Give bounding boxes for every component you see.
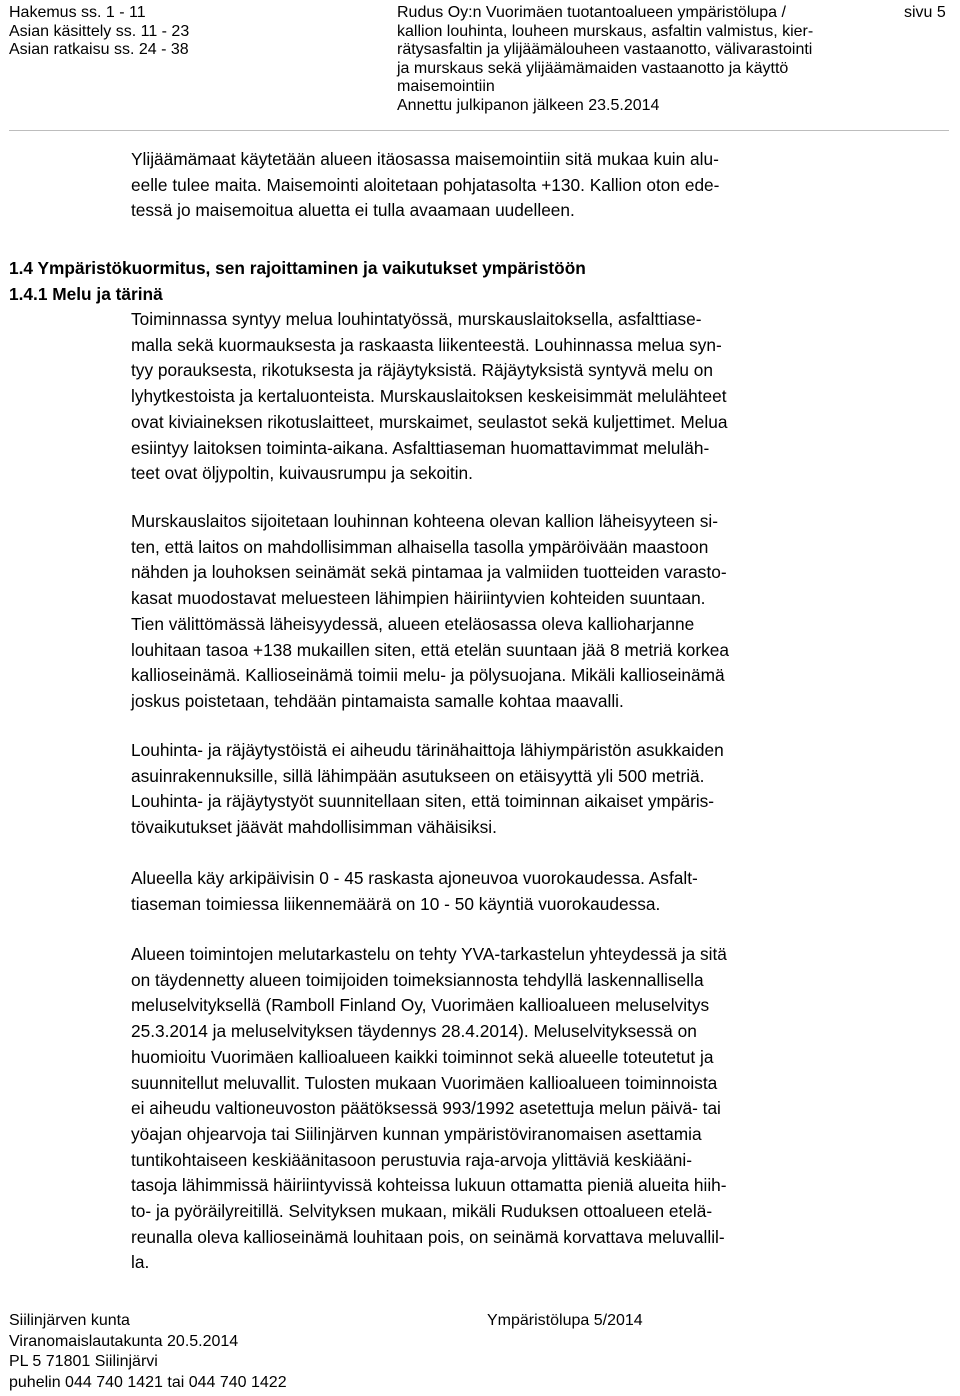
text-line: malla sekä kuormauksesta ja raskaasta liikenteestä. Louhinnassa melua syn- (131, 334, 722, 355)
text-line: teet ovat öljypoltin, kuivausrumpu ja sekoitin. (131, 463, 473, 484)
intro-paragraph (131, 147, 719, 224)
text-line: eelle tulee maita. Maisemointi aloitetaan pohjatasolta +130. Kallion oton ede- (131, 174, 720, 195)
footer-line: PL 5 71801 Siilinjärvi (9, 1353, 158, 1370)
text-line: Louhinta- ja räjäytystöistä ei aiheudu tärinähaittoja lähiympäristön asukkaiden (131, 740, 724, 760)
text-line: tövaikutukset jäävät mahdollisimman vähäisiksi. (131, 817, 497, 838)
header-line: Asian käsittely ss. 11 - 23 (9, 22, 190, 40)
text-line: asuinrakennuksille, sillä lähimpään asutukseen on etäisyyttä yli 500 metriä. (131, 765, 705, 786)
footer-permit-number: Ympäristölupa 5/2014 (487, 1312, 643, 1329)
footer-line: puhelin 044 740 1421 tai 044 740 1422 (9, 1373, 287, 1391)
text-line: kallioseinämä. Kallioseinämä toimii melu- ja pölysuojana. Mikäli kallioseinämä (131, 665, 725, 686)
section-heading: 1.4 Ympäristökuormitus, sen rajoittaminen ja vaikutukset ympäristöön (9, 258, 586, 278)
page-number: sivu 5 (904, 4, 946, 21)
text-line: ovat kiviaineksen rikotuslaitteet, murskaimet, seulastot sekä kuljettimet. Melua (131, 411, 728, 432)
text-line: Tien välittömässä läheisyydessä, alueen eteläosassa oleva kallioharjanne (131, 613, 695, 634)
text-line: tiaseman toimiessa liikennemäärä on 10 - 50 käyntiä vuorokaudessa. (131, 893, 661, 914)
footer-line: Viranomaislautakunta 20.5.2014 (9, 1332, 239, 1350)
text-line: suunnitellut meluvallit. Tulosten mukaan Vuorimäen kallioalueen toiminnoista (131, 1072, 718, 1093)
text-line: la. (131, 1252, 150, 1273)
paragraph-noise-study (131, 942, 727, 1276)
text-line: 25.3.2014 ja meluselvityksen täydennys 28.4.2014). Meluselvityksessä on (131, 1021, 697, 1042)
text-line: ei aiheudu valtioneuvoston päätöksessä 993/1992 asetettuja melun päivä- tai (131, 1098, 721, 1119)
text-line: ten, että laitos on mahdollisimman alhaisella tasolla ympäröivään maastoon (131, 536, 709, 557)
text-line: tyy porauksesta, rikotuksesta ja räjäytyksistä. Räjäytyksistä syntyvä melu on (131, 360, 714, 381)
text-line: reunalla oleva kallioseinämä louhitaan pois, on seinämä korvattava meluvallil- (131, 1226, 725, 1247)
header-document-title (397, 4, 813, 116)
header-case-pages (9, 4, 189, 60)
header-line: Asian ratkaisu ss. 24 - 38 (9, 41, 189, 59)
header-title-line: maisemointiin (397, 78, 495, 96)
text-line: Toiminnassa syntyy melua louhintatyössä, murskauslaitoksella, asfalttiase- (131, 309, 702, 329)
text-line: meluselvityksellä (Ramboll Finland Oy, Vuorimäen kallioalueen meluselvitys (131, 995, 710, 1016)
header-title-line: kallion louhinta, louheen murskaus, asfaltin valmistus, kier- (397, 22, 814, 40)
header-title-line: Rudus Oy:n Vuorimäen tuotantoalueen ympäristölupa / (397, 4, 786, 21)
text-line: yöajan ohjearvoja tai Siilinjärven kunnan ympäristöviranomaisen asettamia (131, 1123, 702, 1144)
text-line: esiintyy laitoksen toiminta-aikana. Asfalttiaseman huomattavimmat meluläh- (131, 437, 710, 458)
text-line: louhitaan tasoa +138 mukaillen siten, että etelän suuntaan jää 8 metriä korkea (131, 639, 730, 660)
text-line: nähden ja louhoksen seinämät sekä pintamaa ja valmiiden tuotteiden varasto- (131, 562, 727, 583)
paragraph-noise-sources (131, 307, 727, 487)
header-date-line: Annettu julkipanon jälkeen 23.5.2014 (397, 96, 660, 114)
text-line: to- ja pyöräilyreitillä. Selvityksen mukaan, mikäli Ruduksen ottoalueen etelä- (131, 1201, 713, 1222)
header-line: Hakemus ss. 1 - 11 (9, 4, 146, 21)
text-line: huomioitu Vuorimäen kallioalueen kaikki toiminnot sekä alueelle toteutetut ja (131, 1046, 714, 1067)
text-line: joskus poistetaan, tehdään pintamaista samalle kohtaa maavalli. (131, 690, 624, 711)
header-title-line: ja murskaus sekä ylijäämämaiden vastaanotto ja käyttö (397, 59, 789, 77)
text-line: Alueella käy arkipäivisin 0 - 45 raskasta ajoneuvoa vuorokaudessa. Asfalt- (131, 868, 698, 888)
text-line: Murskauslaitos sijoitetaan louhinnan kohteena olevan kallion läheisyyteen si- (131, 511, 718, 531)
footer-line: Siilinjärven kunta (9, 1312, 130, 1329)
text-line: lyhytkestoista ja kertaluonteista. Murskauslaitoksen keskeisimmät melulähteet (131, 386, 727, 407)
subsection-heading: 1.4.1 Melu ja tärinä (9, 284, 163, 304)
text-line: Louhinta- ja räjäytystyöt suunnitellaan siten, että toiminnan aikaiset ympäris- (131, 791, 715, 812)
text-line: tessä jo maisemoitua aluetta ei tulla avaamaan uudelleen. (131, 200, 575, 221)
header-divider (9, 130, 949, 131)
header-title-line: rätysasfaltin ja ylijäämälouheen vastaanotto, välivarastointi (397, 41, 813, 59)
text-line: on täydennetty alueen toimijoiden toimeksiannosta tehdyllä laskennallisella (131, 969, 704, 990)
paragraph-vibration (131, 738, 724, 841)
paragraph-traffic (131, 866, 698, 917)
footer-authority (9, 1311, 287, 1393)
text-line: Alueen toimintojen melutarkastelu on tehty YVA-tarkastelun yhteydessä ja sitä (131, 944, 727, 964)
text-line: tasoja lähimmissä häiriintyvissä kohteissa lukuun ottamatta pieniä alueita hiih- (131, 1175, 727, 1196)
text-line: kasat muodostavat meluesteen lähimpien häiriintyvien kohteiden suuntaan. (131, 588, 706, 609)
text-line: tuntikohtaiseen keskiäänitasoon perustuvia raja-arvoja ylittäviä keskiääni- (131, 1149, 692, 1170)
text-line: Ylijäämämaat käytetään alueen itäosassa maisemointiin sitä mukaa kuin alu- (131, 149, 719, 169)
paragraph-crusher-placement (131, 509, 729, 715)
